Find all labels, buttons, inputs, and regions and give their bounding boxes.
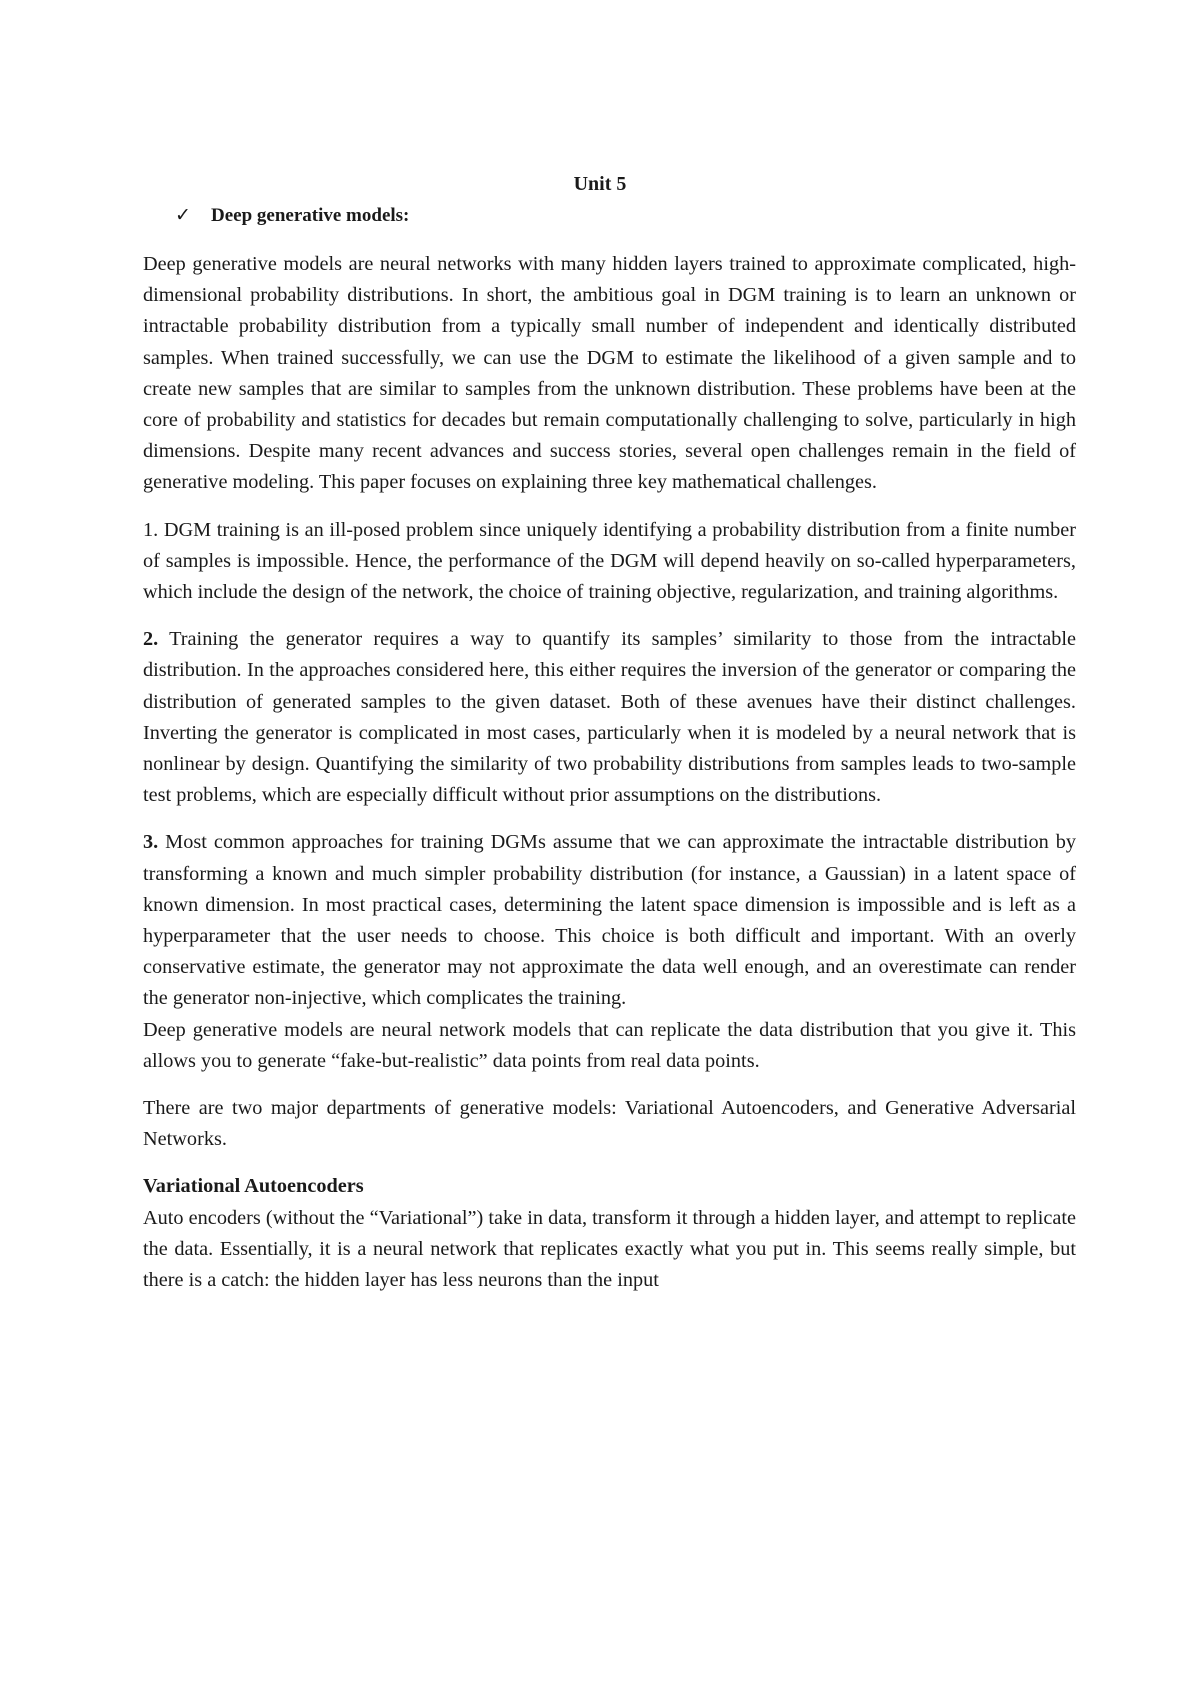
challenge-3-text: Most common approaches for training DGMs assume that we can approximate the intractable distribution by transforming a known and much simpler probability distribution (for instance, a Gaussian) in a latent space of known dimension. In most practical cases, determining the latent space dimension is impossible and is left as a hyperparameter that the user needs to choose. This choice is both difficult and important. With an overly conservative estimate, the generator may not approximate the data well enough, and an overestimate can render the generator non-injective, which complicates the training. xyxy=(143,831,1076,1010)
departments-paragraph: There are two major departments of generative models: Variational Autoencoders, and Generative Adversarial Networks. xyxy=(143,1097,1076,1151)
challenge-1-paragraph xyxy=(143,515,1076,609)
document-body xyxy=(143,249,1076,1296)
page-title: Unit 5 xyxy=(573,173,627,195)
challenge-2-text: Training the generator requires a way to quantify its samples’ similarity to those from the intractable distribution. In the approaches considered here, this either requires the inversion of the generator or comparing the distribution of generated samples to the given dataset. Both of these avenues have their distinct challenges. Inverting the generator is complicated in most cases, particularly when it is modeled by a neural network that is nonlinear by design. Quantifying the similarity of two probability distributions from samples leads to two-sample test problems, which are especially difficult without prior assumptions on the distributions. xyxy=(143,628,1076,807)
challenge-3-paragraph xyxy=(143,827,1076,1014)
checkmark-icon: ✓ xyxy=(175,205,191,226)
vae-paragraph: Auto encoders (without the “Variational”) take in data, transform it through a hidden layer, and attempt to replicate the data. Essentially, it is a neural network that replicates exactly what you put in. This seems really simple, but there is a catch: the hidden layer has less neurons than the input xyxy=(143,1206,1076,1292)
section-heading-text: Deep generative models: xyxy=(211,205,410,226)
challenge-1-text: DGM training is an ill-posed problem since uniquely identifying a probability distribution from a finite number of samples is impossible. Hence, the performance of the DGM will depend heavily on so-called hyperparameters, which include the design of the network, the choice of training objective, regularization, and training algorithms. xyxy=(143,518,1076,604)
challenge-2-number: 2. xyxy=(143,628,159,651)
challenge-1-number: 1. xyxy=(143,518,159,541)
vae-heading: Variational Autoencoders xyxy=(143,1175,364,1198)
challenge-3-number: 3. xyxy=(143,831,159,854)
challenge-2-paragraph xyxy=(143,624,1076,811)
intro-paragraph: Deep generative models are neural networks with many hidden layers trained to approximate complicated, high-dimensional probability distributions. In short, the ambitious goal in DGM training is to learn an unknown or intractable probability distribution from a typically small number of independent and identically distributed samples. When trained successfully, we can use the DGM to estimate the likelihood of a given sample and to create new samples that are similar to samples from the unknown distribution. These problems have been at the core of probability and statistics for decades but remain computationally challenging to solve, particularly in high dimensions. Despite many recent advances and success stories, several open challenges remain in the field of generative modeling. This paper focuses on explaining three key mathematical challenges. xyxy=(143,253,1076,494)
replicate-paragraph: Deep generative models are neural network models that can replicate the data distribution that you give it. This allows you to generate “fake-but-realistic” data points from real data points. xyxy=(143,1018,1076,1072)
section-heading xyxy=(175,204,409,228)
